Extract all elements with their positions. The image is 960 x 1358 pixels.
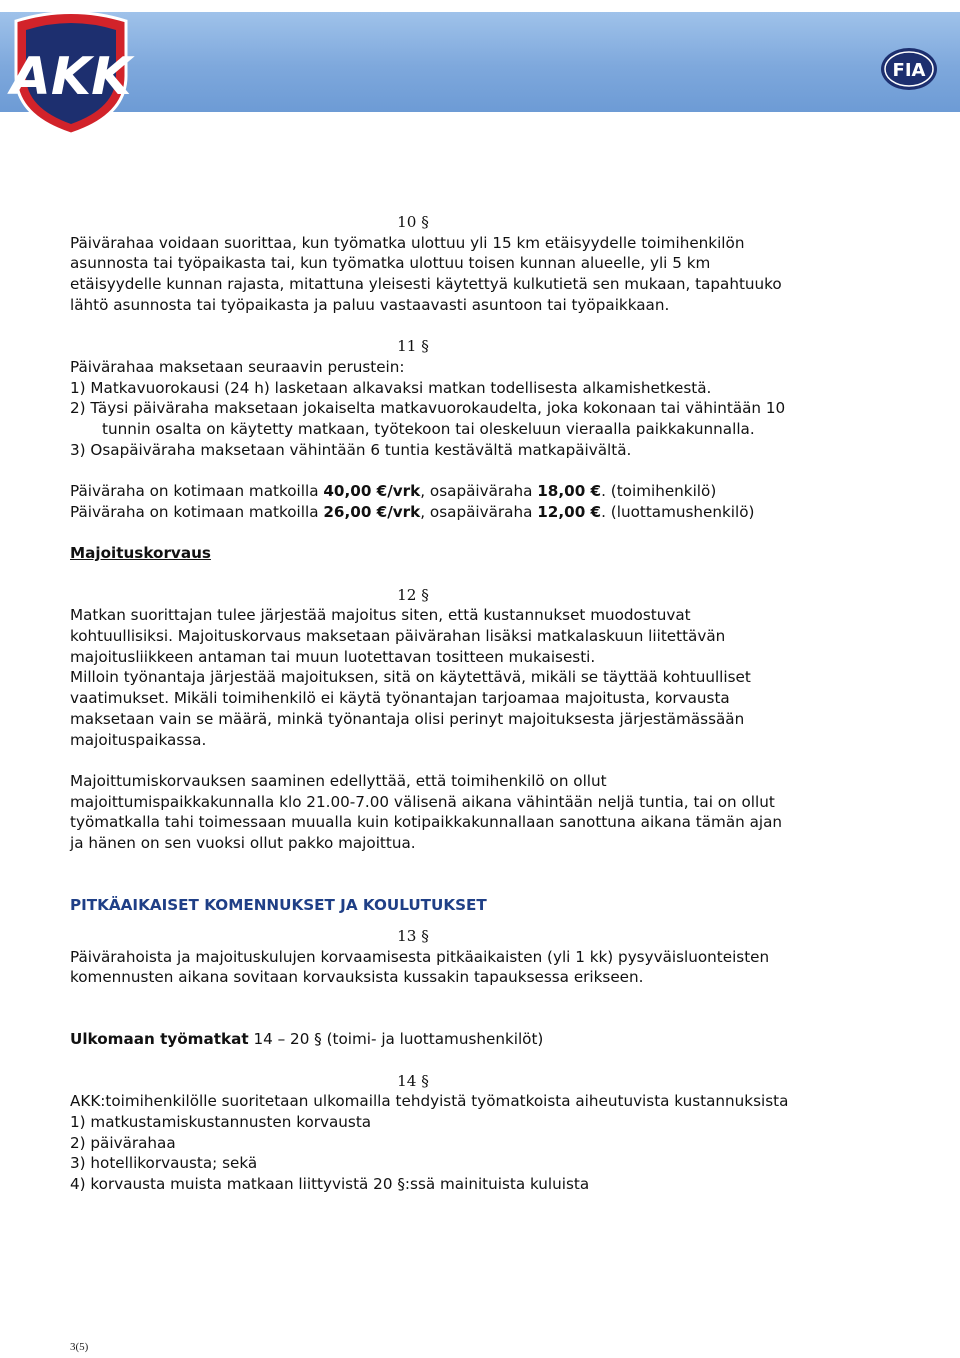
fia-logo-text: FIA xyxy=(892,60,926,81)
longterm-title: PITKÄAIKAISET KOMENNUKSET JA KOULUTUKSET xyxy=(70,896,487,915)
abroad-title-bold: Ulkomaan työmatkat xyxy=(70,1030,249,1049)
section-10-line: asunnosta tai työpaikasta tai, kun työmatka ulottuu toisen kunnan alueelle, yli 5 km xyxy=(70,254,711,273)
section-11-item-continued: tunnin osalta on käytetty matkaan, työtekoon tai oleskeluun vieraalla paikkakunnalla. xyxy=(102,420,755,439)
section-12-line: työmatkalla tahi toimessaan muualla kuin kotipaikkakunnallaan sanottuna aikana tämän ajan xyxy=(70,813,783,832)
section-14-item: 3) hotellikorvausta; sekä xyxy=(70,1154,258,1173)
rate-text: , osapäiväraha xyxy=(420,482,538,501)
rate-text: Päiväraha on kotimaan matkoilla xyxy=(70,502,324,521)
abroad-title xyxy=(70,1029,890,1050)
section-12-line: majoituspaikassa. xyxy=(70,730,207,749)
section-10-line: etäisyydelle kunnan rajasta, mitattuna yleisesti käytettyä kulkutietä sen mukaan, tapahtuuko xyxy=(70,275,782,294)
rate-text: . (toimihenkilö) xyxy=(601,482,717,501)
section-12-line: majoittumispaikkakunnalla klo 21.00-7.00 välisenä aikana vähintään neljä tuntia, tai on ollut xyxy=(70,792,775,811)
akk-logo xyxy=(6,6,136,136)
section-14-item: 4) korvausta muista matkaan liittyvistä 20 §:ssä mainituista kuluista xyxy=(70,1175,590,1194)
rate-text: Päiväraha on kotimaan matkoilla xyxy=(70,482,324,501)
header-band xyxy=(0,12,960,112)
section-11-heading: 11 § xyxy=(397,337,429,356)
daily-allowance-rate-staff xyxy=(70,481,890,502)
section-11-item: 2) Täysi päiväraha maksetaan jokaiselta matkavuorokaudelta, joka kokonaan tai vähintään 10 xyxy=(70,399,786,418)
section-11-item: 3) Osapäiväraha maksetaan vähintään 6 tuntia kestävältä matkapäivältä. xyxy=(70,440,632,459)
section-10-heading: 10 § xyxy=(397,213,429,231)
rate-text: , osapäiväraha xyxy=(420,502,538,521)
section-11-item: 1) Matkavuorokausi (24 h) lasketaan alkavaksi matkan todellisesta alkamishetkestä. xyxy=(70,378,712,397)
document-body xyxy=(70,212,890,1195)
section-14-heading: 14 § xyxy=(397,1071,429,1090)
page-number: 3(5) xyxy=(70,1341,89,1353)
section-12-line: kohtuullisiksi. Majoituskorvaus maksetaan päivärahan lisäksi matkalaskuun liitettävän xyxy=(70,627,726,645)
section-13-heading: 13 § xyxy=(397,926,429,945)
rate-partial-amount: 12,00 € xyxy=(537,502,602,521)
section-13-line: Päivärahoista ja majoituskulujen korvaamisesta pitkäaikaisten (yli 1 kk) pysyväisluonteisten xyxy=(70,947,770,966)
section-12-line: Majoittumiskorvauksen saaminen edellyttää, että toimihenkilö on ollut xyxy=(70,771,607,790)
section-12-heading: 12 § xyxy=(397,585,429,604)
section-11-intro: Päivärahaa maksetaan seuraavin perustein: xyxy=(70,357,405,376)
section-14-item: 1) matkustamiskustannusten korvausta xyxy=(70,1113,372,1132)
section-10-line: lähtö asunnosta tai työpaikasta ja paluu vastaavasti asuntoon tai työpaikkaan. xyxy=(70,295,670,314)
section-12-line: Milloin työnantaja järjestää majoituksen, sitä on käytettävä, mikäli se täyttää kohtuulliset xyxy=(70,668,751,687)
section-12-line: vaatimukset. Mikäli toimihenkilö ei käytä työnantajan tarjoamaa majoitusta, korvausta xyxy=(70,689,730,708)
fia-logo xyxy=(879,46,939,92)
rate-partial-amount: 18,00 € xyxy=(537,482,602,501)
accommodation-title: Majoituskorvaus xyxy=(70,544,211,563)
section-10-line: Päivärahaa voidaan suorittaa, kun työmatka ulottuu yli 15 km etäisyydelle toimihenkilön xyxy=(70,233,745,252)
section-14-intro: AKK:toimihenkilölle suoritetaan ulkomailla tehdyistä työmatkoista aiheutuvista kustannuksista xyxy=(70,1092,789,1111)
rate-amount: 26,00 €/vrk xyxy=(323,502,421,521)
abroad-title-rest: 14 – 20 § (toimi- ja luottamushenkilöt) xyxy=(248,1030,544,1049)
section-12-line: Matkan suorittajan tulee järjestää majoitus siten, että kustannukset muodostuvat xyxy=(70,606,691,625)
section-12-line: maksetaan vain se määrä, minkä työnantaja olisi perinyt majoituksesta järjestämässään xyxy=(70,709,745,728)
section-13-line: komennusten aikana sovitaan korvauksista kussakin tapauksessa erikseen. xyxy=(70,968,644,987)
daily-allowance-rate-trustee xyxy=(70,502,890,523)
rate-text: . (luottamushenkilö) xyxy=(601,502,755,521)
section-14-item: 2) päivärahaa xyxy=(70,1133,176,1152)
section-12-line: ja hänen on sen vuoksi ollut pakko majoittua. xyxy=(70,834,416,853)
akk-logo-text: AKK xyxy=(10,47,132,107)
section-12-line: majoitusliikkeen antaman tai muun luotettavan tositteen mukaisesti. xyxy=(70,647,596,666)
rate-amount: 40,00 €/vrk xyxy=(323,482,421,501)
